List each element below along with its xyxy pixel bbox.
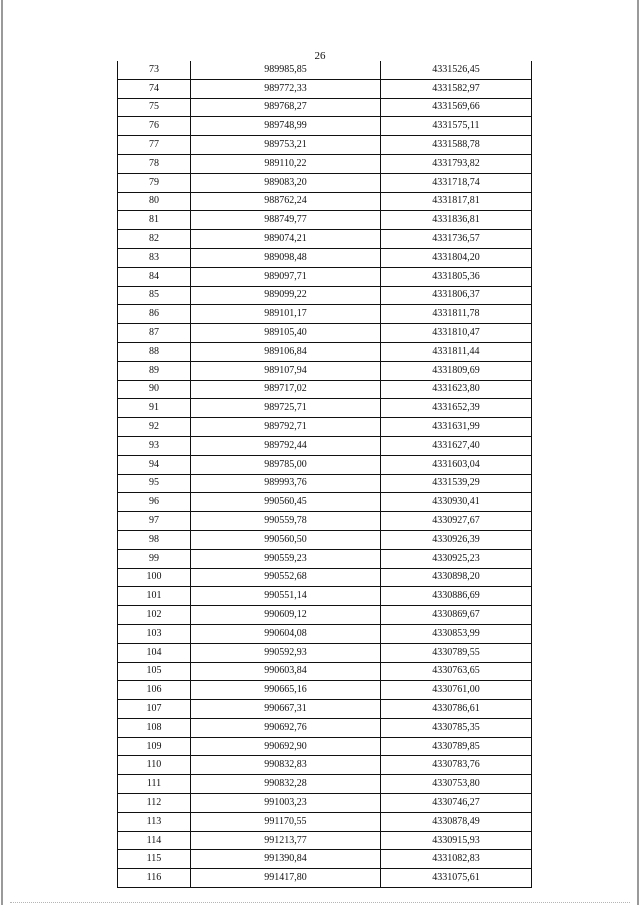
y-coordinate-cell: 4331810,47 <box>381 324 532 343</box>
x-coordinate-cell: 990603,84 <box>191 662 381 681</box>
table-row <box>118 662 532 681</box>
table-row <box>118 305 532 324</box>
y-coordinate-cell: 4330915,93 <box>381 831 532 850</box>
point-number-cell: 77 <box>118 136 191 155</box>
point-number-cell: 109 <box>118 737 191 756</box>
table-row <box>118 380 532 399</box>
x-coordinate-cell: 990604,08 <box>191 624 381 643</box>
y-coordinate-cell: 4330761,00 <box>381 681 532 700</box>
y-coordinate-cell: 4331075,61 <box>381 869 532 888</box>
table-row <box>118 117 532 136</box>
point-number-cell: 116 <box>118 869 191 888</box>
y-coordinate-cell: 4331569,66 <box>381 98 532 117</box>
table-row <box>118 455 532 474</box>
y-coordinate-cell: 4330926,39 <box>381 530 532 549</box>
x-coordinate-cell: 990560,50 <box>191 530 381 549</box>
point-number-cell: 83 <box>118 248 191 267</box>
x-coordinate-cell: 989110,22 <box>191 154 381 173</box>
x-coordinate-cell: 989717,02 <box>191 380 381 399</box>
table-row <box>118 700 532 719</box>
table-row <box>118 624 532 643</box>
scan-right-edge <box>637 0 639 905</box>
table-row <box>118 436 532 455</box>
point-number-cell: 76 <box>118 117 191 136</box>
point-number-cell: 110 <box>118 756 191 775</box>
table-row <box>118 587 532 606</box>
x-coordinate-cell: 991003,23 <box>191 794 381 813</box>
y-coordinate-cell: 4331526,45 <box>381 61 532 79</box>
y-coordinate-cell: 4331736,57 <box>381 230 532 249</box>
x-coordinate-cell: 989792,44 <box>191 436 381 455</box>
x-coordinate-cell: 989753,21 <box>191 136 381 155</box>
table-row <box>118 493 532 512</box>
x-coordinate-cell: 990552,68 <box>191 568 381 587</box>
y-coordinate-cell: 4331804,20 <box>381 248 532 267</box>
y-coordinate-cell: 4330930,41 <box>381 493 532 512</box>
table-row <box>118 173 532 192</box>
coordinates-table-container <box>117 61 531 888</box>
y-coordinate-cell: 4330753,80 <box>381 775 532 794</box>
x-coordinate-cell: 989101,17 <box>191 305 381 324</box>
y-coordinate-cell: 4331539,29 <box>381 474 532 493</box>
y-coordinate-cell: 4331836,81 <box>381 211 532 230</box>
table-row <box>118 794 532 813</box>
x-coordinate-cell: 989768,27 <box>191 98 381 117</box>
coordinates-table-body <box>118 61 532 888</box>
table-row <box>118 248 532 267</box>
point-number-cell: 112 <box>118 794 191 813</box>
point-number-cell: 114 <box>118 831 191 850</box>
point-number-cell: 97 <box>118 512 191 531</box>
x-coordinate-cell: 989106,84 <box>191 342 381 361</box>
y-coordinate-cell: 4330927,67 <box>381 512 532 531</box>
x-coordinate-cell: 989772,33 <box>191 79 381 98</box>
x-coordinate-cell: 989985,85 <box>191 61 381 79</box>
x-coordinate-cell: 991390,84 <box>191 850 381 869</box>
point-number-cell: 88 <box>118 342 191 361</box>
y-coordinate-cell: 4330789,55 <box>381 643 532 662</box>
scan-bottom-edge <box>10 901 630 903</box>
x-coordinate-cell: 990559,78 <box>191 512 381 531</box>
scan-left-edge <box>1 0 3 905</box>
x-coordinate-cell: 989098,48 <box>191 248 381 267</box>
table-row <box>118 812 532 831</box>
y-coordinate-cell: 4330869,67 <box>381 606 532 625</box>
point-number-cell: 90 <box>118 380 191 399</box>
x-coordinate-cell: 988749,77 <box>191 211 381 230</box>
table-row <box>118 192 532 211</box>
point-number-cell: 102 <box>118 606 191 625</box>
point-number-cell: 111 <box>118 775 191 794</box>
y-coordinate-cell: 4331809,69 <box>381 361 532 380</box>
x-coordinate-cell: 990560,45 <box>191 493 381 512</box>
table-row <box>118 267 532 286</box>
x-coordinate-cell: 990832,28 <box>191 775 381 794</box>
x-coordinate-cell: 991213,77 <box>191 831 381 850</box>
table-row <box>118 361 532 380</box>
y-coordinate-cell: 4331623,80 <box>381 380 532 399</box>
y-coordinate-cell: 4331631,99 <box>381 418 532 437</box>
page-number: 26 <box>314 50 326 62</box>
point-number-cell: 73 <box>118 61 191 79</box>
y-coordinate-cell: 4330898,20 <box>381 568 532 587</box>
table-row <box>118 286 532 305</box>
x-coordinate-cell: 990832,83 <box>191 756 381 775</box>
x-coordinate-cell: 989107,94 <box>191 361 381 380</box>
table-row <box>118 512 532 531</box>
y-coordinate-cell: 4330878,49 <box>381 812 532 831</box>
table-row <box>118 549 532 568</box>
table-row <box>118 756 532 775</box>
point-number-cell: 95 <box>118 474 191 493</box>
y-coordinate-cell: 4331817,81 <box>381 192 532 211</box>
x-coordinate-cell: 989785,00 <box>191 455 381 474</box>
point-number-cell: 80 <box>118 192 191 211</box>
point-number-cell: 86 <box>118 305 191 324</box>
y-coordinate-cell: 4330789,85 <box>381 737 532 756</box>
point-number-cell: 92 <box>118 418 191 437</box>
table-row <box>118 681 532 700</box>
y-coordinate-cell: 4330785,35 <box>381 718 532 737</box>
point-number-cell: 106 <box>118 681 191 700</box>
y-coordinate-cell: 4330746,27 <box>381 794 532 813</box>
y-coordinate-cell: 4331082,83 <box>381 850 532 869</box>
table-row <box>118 211 532 230</box>
point-number-cell: 74 <box>118 79 191 98</box>
table-row <box>118 568 532 587</box>
point-number-cell: 96 <box>118 493 191 512</box>
point-number-cell: 94 <box>118 455 191 474</box>
point-number-cell: 85 <box>118 286 191 305</box>
x-coordinate-cell: 989083,20 <box>191 173 381 192</box>
y-coordinate-cell: 4331811,78 <box>381 305 532 324</box>
x-coordinate-cell: 989099,22 <box>191 286 381 305</box>
table-row <box>118 98 532 117</box>
point-number-cell: 113 <box>118 812 191 831</box>
x-coordinate-cell: 988762,24 <box>191 192 381 211</box>
point-number-cell: 101 <box>118 587 191 606</box>
point-number-cell: 82 <box>118 230 191 249</box>
table-row <box>118 136 532 155</box>
table-row <box>118 775 532 794</box>
x-coordinate-cell: 989993,76 <box>191 474 381 493</box>
x-coordinate-cell: 991170,55 <box>191 812 381 831</box>
x-coordinate-cell: 990559,23 <box>191 549 381 568</box>
table-row <box>118 606 532 625</box>
point-number-cell: 81 <box>118 211 191 230</box>
point-number-cell: 105 <box>118 662 191 681</box>
table-row <box>118 154 532 173</box>
table-row <box>118 718 532 737</box>
y-coordinate-cell: 4330925,23 <box>381 549 532 568</box>
point-number-cell: 100 <box>118 568 191 587</box>
x-coordinate-cell: 990592,93 <box>191 643 381 662</box>
x-coordinate-cell: 989097,71 <box>191 267 381 286</box>
point-number-cell: 93 <box>118 436 191 455</box>
table-row <box>118 869 532 888</box>
table-row <box>118 474 532 493</box>
x-coordinate-cell: 989105,40 <box>191 324 381 343</box>
x-coordinate-cell: 989074,21 <box>191 230 381 249</box>
y-coordinate-cell: 4331805,36 <box>381 267 532 286</box>
point-number-cell: 89 <box>118 361 191 380</box>
point-number-cell: 104 <box>118 643 191 662</box>
table-row <box>118 79 532 98</box>
point-number-cell: 75 <box>118 98 191 117</box>
table-row <box>118 418 532 437</box>
point-number-cell: 98 <box>118 530 191 549</box>
y-coordinate-cell: 4331806,37 <box>381 286 532 305</box>
x-coordinate-cell: 990667,31 <box>191 700 381 719</box>
y-coordinate-cell: 4330763,65 <box>381 662 532 681</box>
point-number-cell: 103 <box>118 624 191 643</box>
table-row <box>118 324 532 343</box>
table-row <box>118 737 532 756</box>
table-row <box>118 61 532 79</box>
point-number-cell: 99 <box>118 549 191 568</box>
y-coordinate-cell: 4331575,11 <box>381 117 532 136</box>
y-coordinate-cell: 4331588,78 <box>381 136 532 155</box>
point-number-cell: 79 <box>118 173 191 192</box>
x-coordinate-cell: 990609,12 <box>191 606 381 625</box>
x-coordinate-cell: 990551,14 <box>191 587 381 606</box>
x-coordinate-cell: 990665,16 <box>191 681 381 700</box>
point-number-cell: 107 <box>118 700 191 719</box>
x-coordinate-cell: 990692,90 <box>191 737 381 756</box>
y-coordinate-cell: 4331811,44 <box>381 342 532 361</box>
x-coordinate-cell: 989748,99 <box>191 117 381 136</box>
x-coordinate-cell: 991417,80 <box>191 869 381 888</box>
point-number-cell: 91 <box>118 399 191 418</box>
table-row <box>118 230 532 249</box>
y-coordinate-cell: 4330853,99 <box>381 624 532 643</box>
table-row <box>118 399 532 418</box>
point-number-cell: 78 <box>118 154 191 173</box>
table-row <box>118 643 532 662</box>
coordinates-table <box>117 61 532 888</box>
y-coordinate-cell: 4331793,82 <box>381 154 532 173</box>
y-coordinate-cell: 4331603,04 <box>381 455 532 474</box>
x-coordinate-cell: 989725,71 <box>191 399 381 418</box>
table-row <box>118 342 532 361</box>
x-coordinate-cell: 990692,76 <box>191 718 381 737</box>
y-coordinate-cell: 4331652,39 <box>381 399 532 418</box>
point-number-cell: 115 <box>118 850 191 869</box>
y-coordinate-cell: 4330783,76 <box>381 756 532 775</box>
y-coordinate-cell: 4331627,40 <box>381 436 532 455</box>
point-number-cell: 84 <box>118 267 191 286</box>
y-coordinate-cell: 4331718,74 <box>381 173 532 192</box>
y-coordinate-cell: 4330886,69 <box>381 587 532 606</box>
y-coordinate-cell: 4331582,97 <box>381 79 532 98</box>
table-row <box>118 850 532 869</box>
table-row <box>118 530 532 549</box>
table-row <box>118 831 532 850</box>
point-number-cell: 87 <box>118 324 191 343</box>
y-coordinate-cell: 4330786,61 <box>381 700 532 719</box>
x-coordinate-cell: 989792,71 <box>191 418 381 437</box>
point-number-cell: 108 <box>118 718 191 737</box>
